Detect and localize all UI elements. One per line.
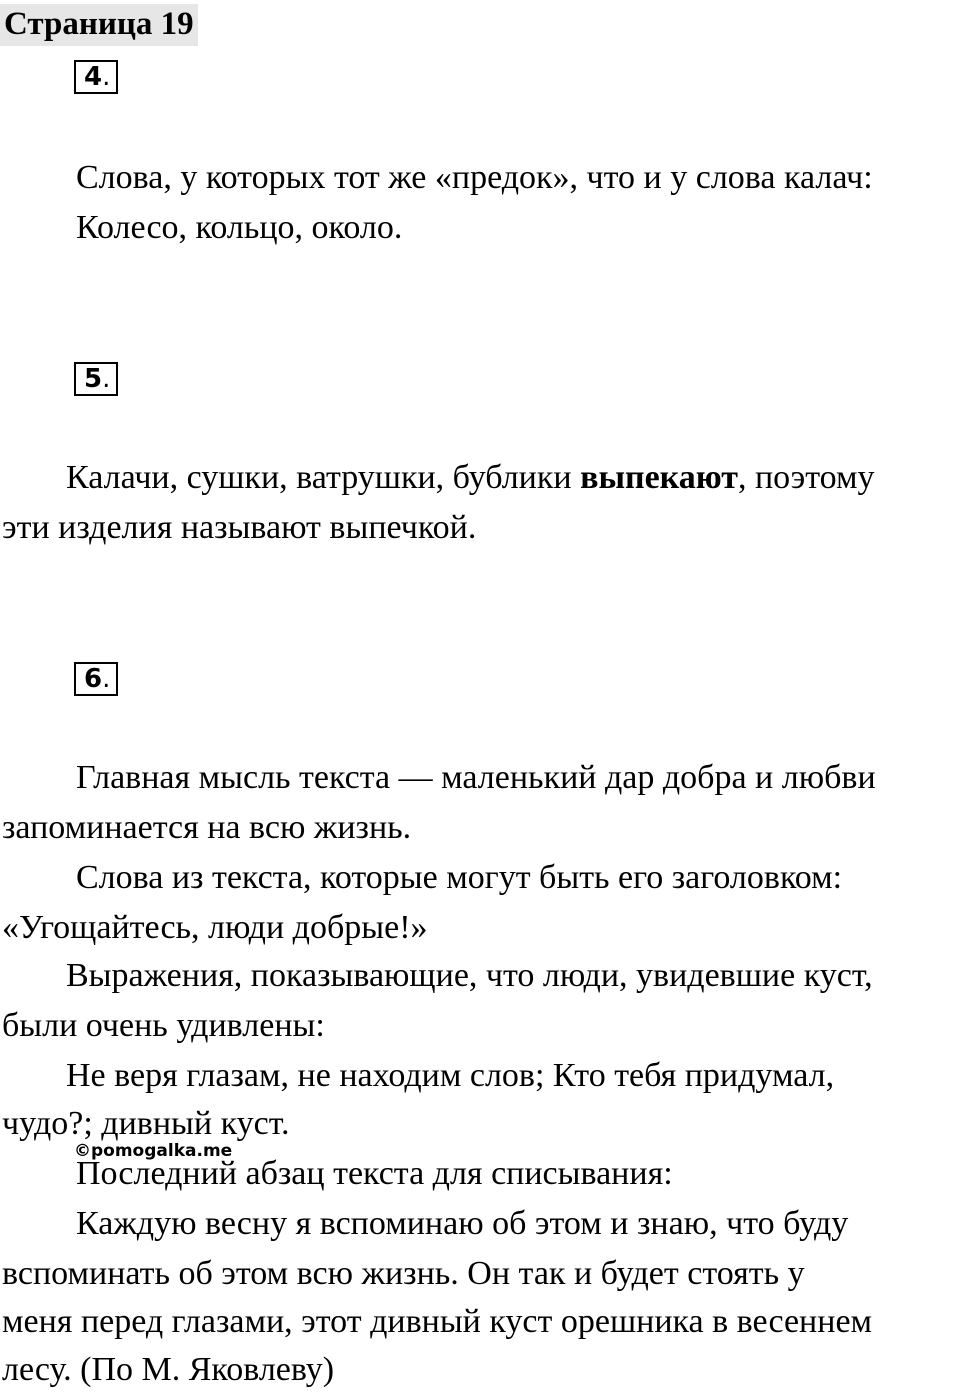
- task-6-line-5: Выражения, показывающие, что люди, увидевшие куст,: [66, 957, 873, 994]
- task-4-line-2: Колесо, кольцо, около.: [76, 209, 403, 246]
- task-6-line-7: Не веря глазам, не находим слов; Кто тебя придумал,: [66, 1057, 835, 1094]
- task-6-line-10: Каждую весну я вспоминаю об этом и знаю, что буду: [76, 1205, 849, 1242]
- task-5-text: Калачи, сушки, ватрушки, бублики: [66, 459, 581, 496]
- page-title: Страница 19: [0, 4, 198, 46]
- task-4-line-1: Слова, у которых тот же «предок», что и у слова калач:: [76, 159, 873, 196]
- task-6-line-13: лесу. (По М. Яковлеву): [2, 1351, 335, 1388]
- task-number-value: 5: [84, 364, 103, 394]
- task-6-line-2: запоминается на всю жизнь.: [2, 809, 412, 846]
- task-6-line-11: вспоминать об этом всю жизнь. Он так и будет стоять у: [2, 1255, 805, 1292]
- task-5-line-2: эти изделия называют выпечкой.: [2, 509, 477, 546]
- task-6-line-4: «Угощайтесь, люди добрые!»: [2, 909, 428, 946]
- task-5-line-1: [66, 458, 874, 498]
- watermark: ©pomogalka.me: [74, 1141, 233, 1161]
- task-number-value: 6: [84, 664, 103, 694]
- task-6-line-9: Последний абзац текста для списывания:: [76, 1155, 673, 1192]
- task-5-bold-word: выпекают: [580, 459, 738, 496]
- task-6-line-3: Слова из текста, которые могут быть его заголовком:: [76, 859, 843, 896]
- task-5-text-end: , поэтому: [737, 459, 875, 496]
- task-number-4: 4.: [74, 60, 118, 94]
- task-number-6: 6.: [74, 662, 118, 696]
- task-6-line-8: чудо?; дивный куст.: [2, 1105, 290, 1142]
- task-6-line-1: Главная мысль текста — маленький дар добра и любви: [76, 759, 876, 796]
- task-number-5: 5.: [74, 362, 118, 396]
- task-6-line-12: меня перед глазами, этот дивный куст орешника в весеннем: [2, 1303, 873, 1340]
- task-6-line-6: были очень удивлены:: [2, 1007, 325, 1044]
- task-number-value: 4: [84, 62, 103, 92]
